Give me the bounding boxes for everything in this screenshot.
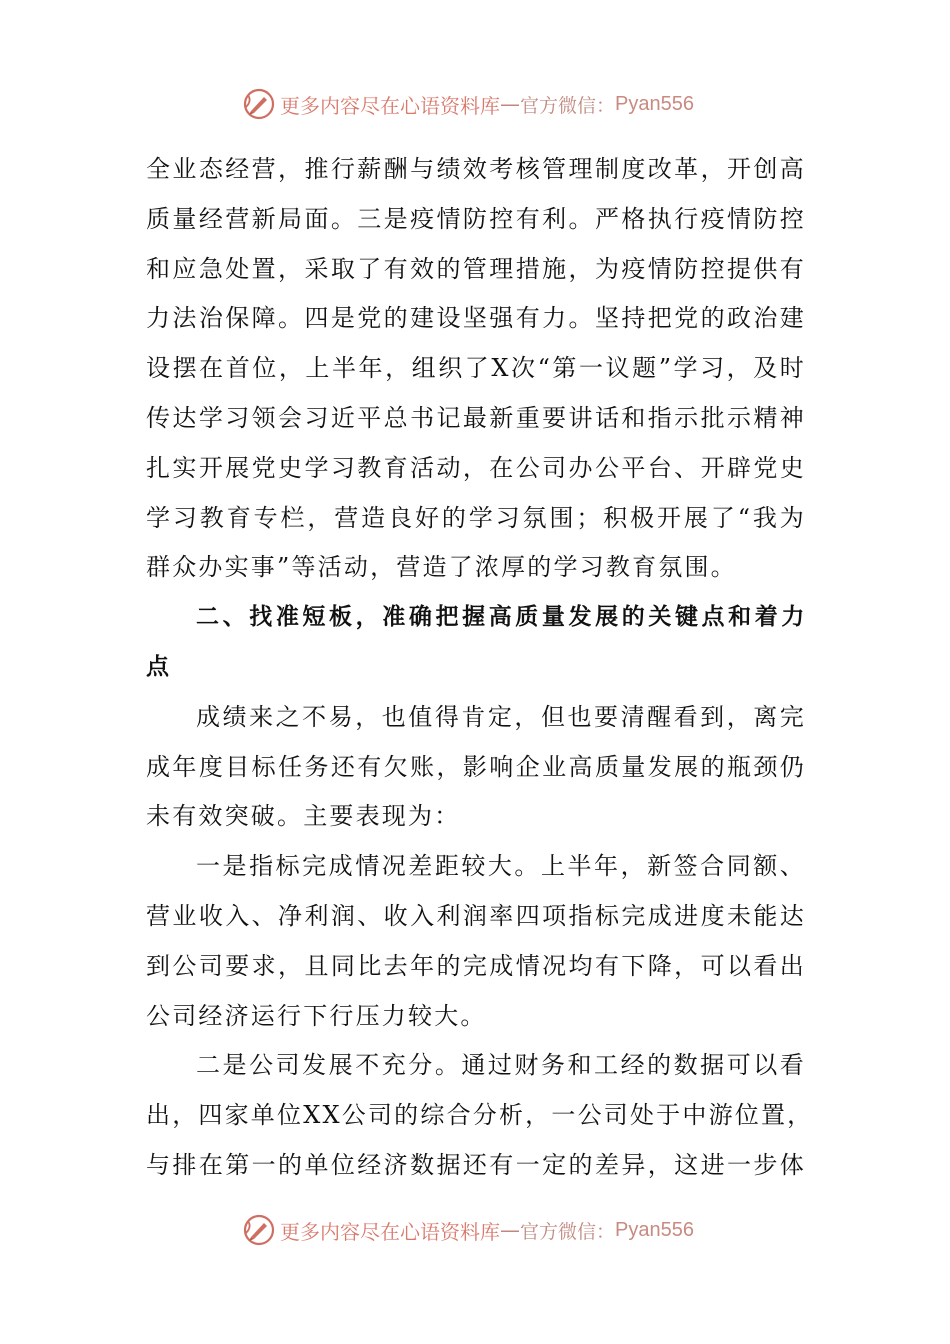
text-line: 公司经济运行下行压力较大。 bbox=[146, 1001, 487, 1030]
document-body bbox=[146, 145, 814, 1191]
text-line: 出，四家单位XX公司的综合分析，一公司处于中游位置， bbox=[146, 1101, 814, 1130]
text-line: 二是公司发展不充分。通过财务和工经的数据可以看 bbox=[196, 1051, 806, 1080]
text-line: 未有效突破。主要表现为： bbox=[146, 802, 461, 831]
heading-line: 点 bbox=[146, 653, 171, 680]
text-line: 到公司要求，且同比去年的完成情况均有下降，可以看出 bbox=[146, 951, 806, 980]
pen-circle-icon bbox=[242, 1213, 276, 1247]
paragraph-1 bbox=[146, 145, 806, 593]
section-heading bbox=[146, 593, 806, 693]
banner-separator: — bbox=[500, 92, 520, 116]
banner-wechat-id: Pyan556 bbox=[615, 1218, 694, 1241]
paragraph-2 bbox=[146, 693, 806, 842]
text-line: 力法治保障。四是党的建设坚强有力。坚持把党的政治建 bbox=[146, 304, 806, 333]
text-line: 和应急处置，采取了有效的管理措施，为疫情防控提供有 bbox=[146, 254, 806, 283]
banner-text: 更多内容尽在心语资料库 bbox=[280, 1219, 500, 1244]
text-line: 传达学习领会习近平总书记最新重要讲话和指示批示精神 bbox=[146, 403, 806, 432]
banner-wechat-id: Pyan556 bbox=[615, 92, 694, 115]
text-line: 全业态经营，推行薪酬与绩效考核管理制度改革，开创高 bbox=[146, 155, 806, 183]
text-line: 群众办实事”等活动，营造了浓厚的学习教育氛围。 bbox=[146, 553, 737, 582]
text-line: 扎实开展党史学习教育活动，在公司办公平台、开辟党史 bbox=[146, 453, 806, 482]
banner-separator: — bbox=[500, 1218, 520, 1242]
text-line: 成绩来之不易，也值得肯定，但也要清醒看到，离完 bbox=[196, 702, 806, 731]
banner-wechat-label: 官方微信： bbox=[520, 1220, 616, 1243]
text-line: 与排在第一的单位经济数据还有一定的差异，这进一步体 bbox=[146, 1150, 806, 1179]
text-line: 一是指标完成情况差距较大。上半年，新签合同额、 bbox=[196, 852, 806, 881]
paragraph-4 bbox=[146, 1041, 814, 1190]
paragraph-3 bbox=[146, 842, 806, 1041]
text-line: 学习教育专栏，营造良好的学习氛围；积极开展了“我为 bbox=[146, 503, 806, 532]
heading-line: 二、找准短板，准确把握高质量发展的关键点和着力 bbox=[196, 604, 806, 631]
header-banner bbox=[0, 84, 950, 124]
footer-banner bbox=[0, 1210, 950, 1250]
text-line: 营业收入、净利润、收入利润率四项指标完成进度未能达 bbox=[146, 901, 806, 930]
banner-wechat-label: 官方微信： bbox=[520, 94, 616, 117]
pen-circle-icon bbox=[242, 87, 276, 121]
banner-text: 更多内容尽在心语资料库 bbox=[280, 93, 500, 118]
text-line: 成年度目标任务还有欠账，影响企业高质量发展的瓶颈仍 bbox=[146, 752, 806, 781]
text-line: 质量经营新局面。三是疫情防控有利。严格执行疫情防控 bbox=[146, 204, 806, 233]
text-line: 设摆在首位，上半年，组织了X次“第一议题”学习，及时 bbox=[146, 354, 806, 383]
